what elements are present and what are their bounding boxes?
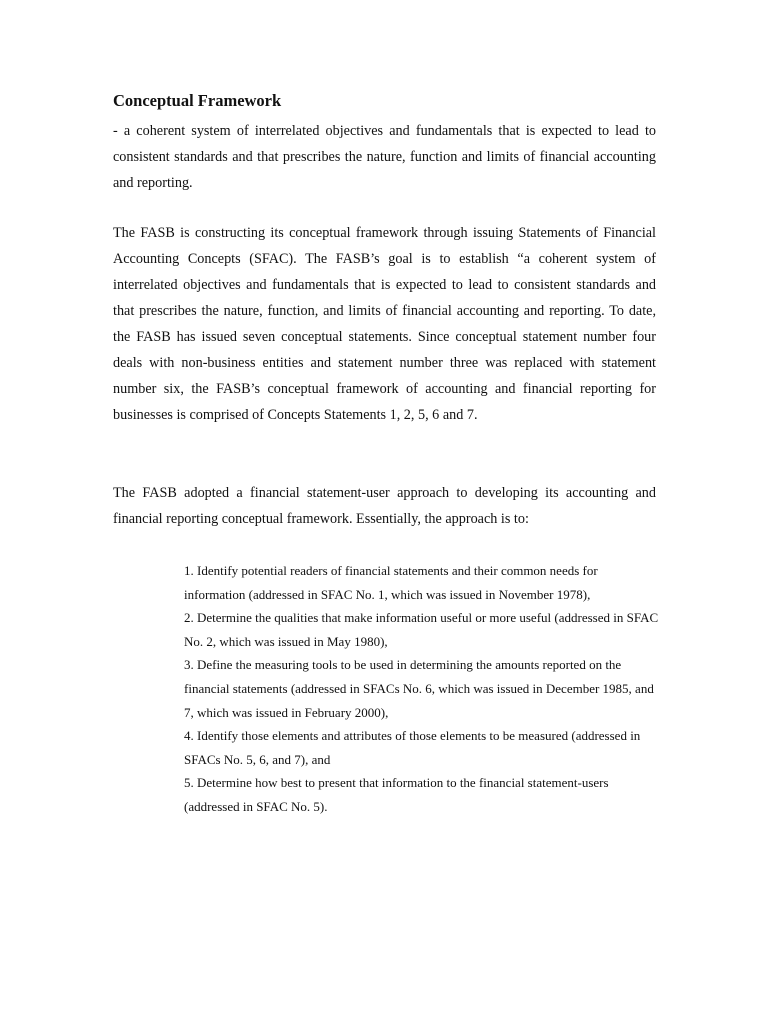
definition-paragraph: - a coherent system of interrelated objectives and fundamentals that is expected to lead to consistent standards and that prescribes the nature, function and limits of financial accounting and reporting. (113, 123, 656, 191)
list-item: 3. Define the measuring tools to be used in determining the amounts reported on the financial statements (addressed in SFACs No. 6, which was issued in December 1985, and 7, which was issued in February 2000), (184, 657, 654, 720)
list-item: 4. Identify those elements and attributes of those elements to be measured (addressed in SFACs No. 5, 6, and 7), and (184, 728, 641, 767)
list-item: 1. Identify potential readers of financial statements and their common needs for information (addressed in SFAC No. 1, which was issued in November 1978), (184, 563, 598, 602)
fasb-framework-paragraph: The FASB is constructing its conceptual framework through issuing Statements of Financial Accounting Concepts (SFAC). The FASB’s goal is to establish “a coherent system of interrelated objectives and fundamentals that is expected to lead to consistent standards and that prescribes the nature, function, and limits of financial accounting and reporting. To date, the FASB has issued seven conceptual statements. Since conceptual statement number four deals with non-business entities and statement number three was replaced with statement number six, the FASB’s conceptual framework of accounting and financial reporting for businesses is comprised of Concepts Statements 1, 2, 5, 6 and 7. (113, 225, 656, 423)
list-item: 5. Determine how best to present that information to the financial statement-users (addressed in SFAC No. 5). (184, 775, 609, 814)
document-title: Conceptual Framework (113, 91, 282, 110)
approach-steps-list (184, 559, 660, 819)
approach-intro-paragraph: The FASB adopted a financial statement-user approach to developing its accounting and financial reporting conceptual framework. Essentially, the approach is to: (113, 485, 656, 527)
list-item: 2. Determine the qualities that make information useful or more useful (addressed in SFAC No. 2, which was issued in May 1980), (184, 610, 659, 649)
